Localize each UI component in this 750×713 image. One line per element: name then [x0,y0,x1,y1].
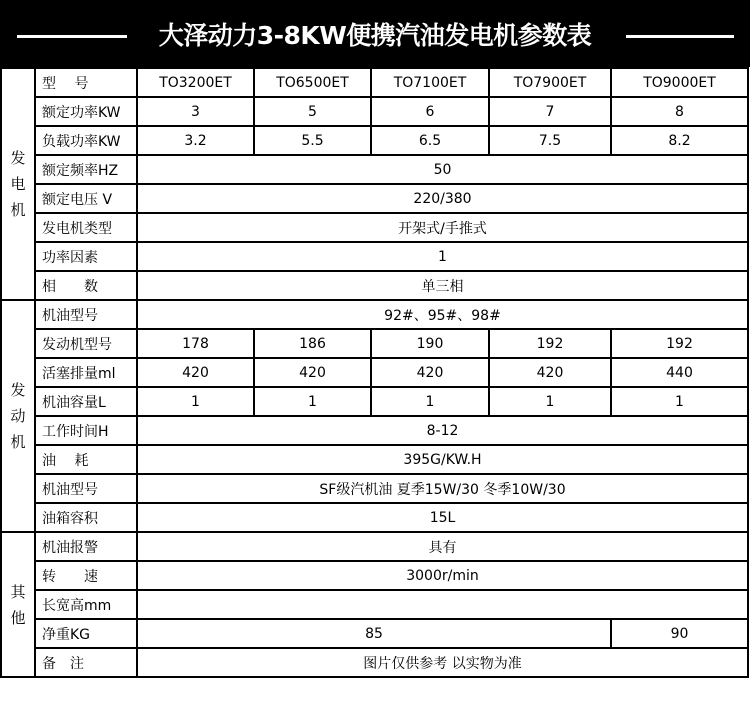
model-2: TO6500ET [254,68,371,97]
row-power-factor [1,242,748,271]
row-remark [1,648,748,677]
model-5: TO9000ET [611,68,748,97]
oil-type-value: SF级汽机油 夏季15W/30 冬季10W/30 [137,474,748,503]
remark-value: 图片仅供参考 以实物为准 [137,648,748,677]
header [0,0,750,66]
row-frequency [1,155,748,184]
tank-value: 15L [137,503,748,532]
row-consumption [1,445,748,474]
label-phase: 相 数 [35,271,137,300]
consumption-value: 395G/KW.H [137,445,748,474]
model-1: TO3200ET [137,68,254,97]
row-load-power [1,126,748,155]
label-fuel-grade: 机油型号 [35,300,137,329]
weight-value-1: 85 [137,619,611,648]
rated-power-2: 5 [254,97,371,126]
label-speed: 转 速 [35,561,137,590]
row-displacement [1,358,748,387]
oil-capacity-2: 1 [254,387,371,416]
engine-model-5: 192 [611,329,748,358]
row-oil-alarm [1,532,748,561]
displacement-5: 440 [611,358,748,387]
row-rated-power [1,97,748,126]
displacement-2: 420 [254,358,371,387]
rated-power-1: 3 [137,97,254,126]
title-left-bar [17,35,127,38]
fuel-grade-value: 92#、95#、98# [137,300,748,329]
engine-model-4: 192 [489,329,611,358]
label-remark: 备 注 [35,648,137,677]
oil-capacity-1: 1 [137,387,254,416]
oil-capacity-3: 1 [371,387,489,416]
label-oil-type: 机油型号 [35,474,137,503]
row-oil-type [1,474,748,503]
frequency-value: 50 [137,155,748,184]
work-time-value: 8-12 [137,416,748,445]
label-model: 型 号 [35,68,137,97]
group-other: 其 他 [1,532,35,677]
label-engine-model: 发动机型号 [35,329,137,358]
group-engine: 发 动 机 [1,300,35,532]
rated-power-3: 6 [371,97,489,126]
displacement-1: 420 [137,358,254,387]
row-tank [1,503,748,532]
displacement-4: 420 [489,358,611,387]
label-dimensions: 长宽高mm [35,590,137,619]
row-oil-capacity [1,387,748,416]
label-load-power: 负载功率KW [35,126,137,155]
engine-model-2: 186 [254,329,371,358]
label-voltage: 额定电压 V [35,184,137,213]
row-gen-type [1,213,748,242]
label-consumption: 油 耗 [35,445,137,474]
row-fuel-grade [1,300,748,329]
row-voltage [1,184,748,213]
load-power-4: 7.5 [489,126,611,155]
spec-table [0,67,749,678]
row-phase [1,271,748,300]
engine-model-3: 190 [371,329,489,358]
label-gen-type: 发电机类型 [35,213,137,242]
label-power-factor: 功率因素 [35,242,137,271]
label-oil-alarm: 机油报警 [35,532,137,561]
load-power-3: 6.5 [371,126,489,155]
title-right-bar [626,35,734,38]
oil-capacity-5: 1 [611,387,748,416]
rated-power-5: 8 [611,97,748,126]
page-title: 大泽动力3-8KW便携汽油发电机参数表 [158,21,592,50]
group-generator: 发 电 机 [1,68,35,300]
label-weight: 净重KG [35,619,137,648]
engine-model-1: 178 [137,329,254,358]
phase-value: 单三相 [137,271,748,300]
load-power-2: 5.5 [254,126,371,155]
label-work-time: 工作时间H [35,416,137,445]
label-frequency: 额定频率HZ [35,155,137,184]
rated-power-4: 7 [489,97,611,126]
spec-sheet [0,67,750,713]
label-tank: 油箱容积 [35,503,137,532]
row-speed [1,561,748,590]
label-displacement: 活塞排量ml [35,358,137,387]
label-oil-capacity: 机油容量L [35,387,137,416]
power-factor-value: 1 [137,242,748,271]
dimensions-value [137,590,748,619]
gen-type-value: 开架式/手推式 [137,213,748,242]
displacement-3: 420 [371,358,489,387]
oil-capacity-4: 1 [489,387,611,416]
load-power-1: 3.2 [137,126,254,155]
row-work-time [1,416,748,445]
weight-value-2: 90 [611,619,748,648]
model-4: TO7900ET [489,68,611,97]
row-dimensions [1,590,748,619]
oil-alarm-value: 具有 [137,532,748,561]
row-model [1,68,748,97]
row-weight [1,619,748,648]
model-3: TO7100ET [371,68,489,97]
voltage-value: 220/380 [137,184,748,213]
speed-value: 3000r/min [137,561,748,590]
label-rated-power: 额定功率KW [35,97,137,126]
load-power-5: 8.2 [611,126,748,155]
row-engine-model [1,329,748,358]
